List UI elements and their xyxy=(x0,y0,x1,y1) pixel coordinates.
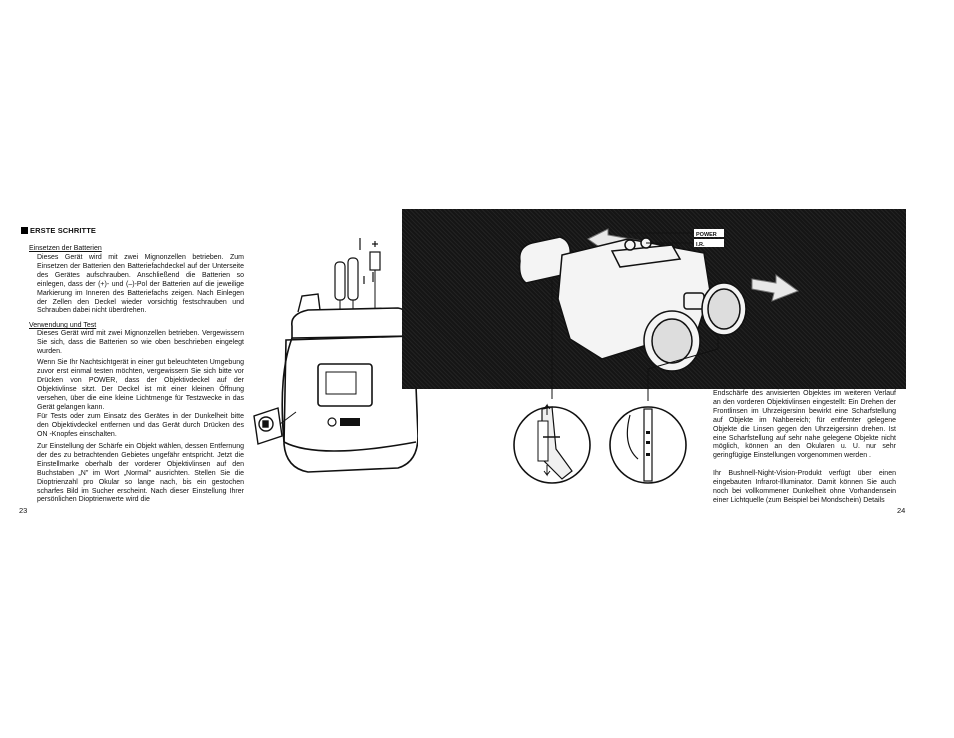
focus-ring-detail xyxy=(610,407,686,483)
paragraph-illuminator: Ihr Bushnell-Night-Vision-Produkt verfügt über einen eingebauten Infrarot-Illuminator. Damit können Sie auch noch bei vollkommener Dunkelheit ohne Vorhandensein einer Lichtquelle (zum Beispiel bei Mondschein) Details xyxy=(713,470,896,504)
heading-marker-icon xyxy=(21,227,28,234)
subhead-batteries: Einsetzen der Batterien xyxy=(29,245,102,252)
battery-cover-icon xyxy=(254,408,282,444)
paragraph-usage-3: Für Tests oder zum Einsatz des Gerätes in der Dunkelheit bitte den Objektivdeckel entfernen und das Gerät durch Drücken des ON -Knopfes einschalten. xyxy=(37,413,244,438)
subhead-usage: Verwendung und Test xyxy=(29,322,97,329)
page-number-left: 23 xyxy=(19,506,28,515)
page-number-right: 24 xyxy=(897,506,906,515)
paragraph-focus: Endschärfe des anvisierten Objektes im weiteren Verlauf an den vorderen Objektivlinsen eingestellt: Ein Drehen der Frontlinsen im Uhrzeigersinn bewirkt eine Scharfstellung auf Objekte im Nahbereich; für entfernter gelegene Objekte die Linsen gegen den Uhrzeigersinn drehen. Ist eine Scharfstellung auf sehr nahe gelegene Objekte nicht möglich, können an den Okularen u. U. nur sehr geringfügige Einstellungen vorgenommen werden . xyxy=(713,390,896,460)
arrow-right-icon xyxy=(752,275,798,301)
binocular-focus-illustration xyxy=(402,209,906,509)
paragraph-usage-2: Wenn Sie Ihr Nachtsichtgerät in einer gut beleuchteten Umgebung zuvor erst einmal testen möchten, vergewissern Sie sich bitte vor Drücken von POWER, dass der Objektivdeckel auf der Objektivlinse sitzt. Der Deckel ist mit einer kleinen Öffnung versehen, über die eine kleine Lichtmenge für Testzwecke in das Gerät gelangen kann. xyxy=(37,359,244,411)
section-heading: ERSTE SCHRITTE xyxy=(21,226,96,235)
paragraph-usage-1: Dieses Gerät wird mit zwei Mignonzellen betrieben. Vergewissern Sie sich, dass die Batterien so wie oben beschrieben eingelegt wurden. xyxy=(37,330,244,355)
paragraph-batteries: Dieses Gerät wird mit zwei Mignonzellen betrieben. Zum Einsetzen der Batterien den Batteriefachdeckel auf der Unterseite des Gerätes aufschrauben. Anschließend die Batterien so einlegen, dass der (+)- und (–)-Pol der Batterien auf die jeweilige Markierung im Inneren des Batteriefachs zeigen. Nach Einlegen der Zellen den Deckel wieder vorsichtig festschrauben und Schrauben dabei nicht überdrehen. xyxy=(37,254,244,315)
svg-text:I.R.: I.R. xyxy=(696,242,705,248)
eyepiece-detail xyxy=(514,405,590,483)
power-label xyxy=(694,229,724,238)
svg-text:POWER: POWER xyxy=(696,232,717,238)
paragraph-usage-4: Zur Einstellung der Schärfe ein Objekt wählen, dessen Entfernung der des zu betrachtenden Gebietes ungefähr entspricht. Jetzt die Einstellmarke oberhalb der vorderer Objektivlinsen auf den Buchstaben „N" im Wort „Normal" ausrichten. Stellen Sie die Dioptrienzahl pro Okular so lange nach, bis ein gestochen scharfes Bild im Sucher erscheint. Nach dieser Einstellung Ihrer persönlichen Dioptrienwerte wird die xyxy=(37,443,244,504)
battery-install-illustration xyxy=(248,236,418,496)
ir-label xyxy=(694,239,724,248)
